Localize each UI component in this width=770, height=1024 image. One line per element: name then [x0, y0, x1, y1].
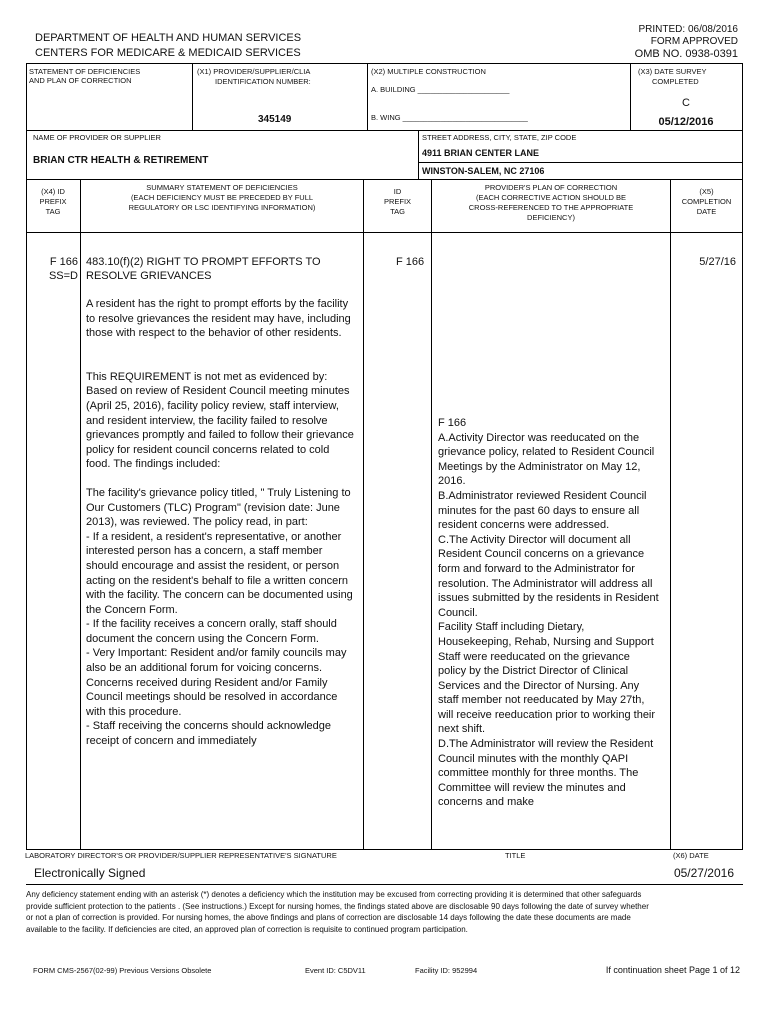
x1-label-2: IDENTIFICATION NUMBER:: [215, 77, 311, 86]
summary-paragraph: This REQUIREMENT is not met as evidenced by: Based on review of Resident Council meeting minutes (April 25, 2016), facility policy review, staff interview, and resident interview, the facility failed to resolve grievances promptly and failed to follow their grievance policy for resident council concerns related to cold food. The findings included:: [86, 370, 354, 471]
title-label: TITLE: [505, 851, 526, 860]
plan-id-tag: F 166: [396, 256, 425, 268]
event-id: Event ID: C5DV11: [305, 966, 366, 975]
summary-paragraph: The facility's grievance policy titled, " Truly Listening to Our Customers (TLC) Program" (revision date: June 2013), was reviewed. The policy read, in part: - If a resident, a resident's representative, or another interested person has a concern, a staff member should encourage and assist the resident, or person acting on the resident's behalf to file a written concern with the facility. The concern can be documented using the Concern Form. - If the facility receives a concern orally, staff should document the concern using the Concern Form. - Very Important: Resident and/or family councils may also be an additional forum for voicing concerns. Concerns received during Resident and/or Family Council meetings should be resolved in accordance with this procedure. - Staff receiving the concerns should acknowledge receipt of concern and immediately: [86, 486, 353, 748]
signature-label: LABORATORY DIRECTOR'S OR PROVIDER/SUPPLIER REPRESENTATIVE'S SIGNATURE: [25, 851, 337, 860]
signature-date-label: (X6) DATE: [673, 851, 709, 860]
signature-date: 05/27/2016: [673, 866, 734, 880]
column-header-divider: [26, 232, 743, 233]
form-number: FORM CMS-2567(02-99) Previous Versions Obsolete: [33, 966, 212, 975]
electronic-signature: Electronically Signed: [34, 866, 146, 880]
completion-date: 5/27/16: [699, 256, 736, 268]
summary-paragraph: A resident has the right to prompt efforts by the facility to resolve grievances the resident may have, including those with respect to the behavior of other residents.: [86, 298, 351, 340]
agency-name: CENTERS FOR MEDICARE & MEDICAID SERVICES: [35, 47, 301, 59]
plan-of-correction-text: F 166 A.Activity Director was reeducated on the grievance policy, related to Resident Council Meetings by the Administrator on May 12, 2016. B.Administrator reviewed Resident Council minutes for the past 60 days to ensure all resident concerns were addressed. C.The Activity Director will document all Resident Council concerns on a grievance form and forward to the Administrator for resolution. The Administrator will address all issues submitted by the residents in Resident Council. Facility Staff including Dietary, Housekeeping, Rehab, Nursing and Support Staff were reeducated on the grievance policy by the District Director of Clinical Services and the Director of Nursing. Any staff member not reeducated by May 27th, will receive reeducation prior to working their next shift. D.The Administrator will review the Resident Council minutes with the monthly QAPI committee monthly for three months. The Committee will review the minutes and concerns and make: [438, 417, 659, 809]
street-address: 4911 BRIAN CENTER LANE: [422, 148, 540, 158]
disclaimer-text: Any deficiency statement ending with an asterisk (*) denotes a deficiency which the institution may be excused from correcting providing it is determined that other safeguards provide sufficient protection to the patients . (See instructions.) Except for nursing homes, the findings stated above are disclosable 90 days following the date of survey whether or not a plan of correction is provided. For nursing homes, the above findings and plans of correction are disclosable 14 days following the date these documents are made available to the facility. If deficiencies are cited, an approved plan of correction is requisite to continued program participation.: [26, 890, 649, 934]
summary-statement: [86, 297, 354, 749]
row-divider-2: [26, 179, 743, 180]
id-prefix-header: ID PREFIX TAG: [383, 187, 412, 216]
x2-label: (X2) MULTIPLE CONSTRUCTION: [371, 67, 486, 76]
col-divider-plan: [670, 179, 671, 849]
plan-header: PROVIDER'S PLAN OF CORRECTION (EACH CORRECTIVE ACTION SHOULD BE CROSS-REFERENCED TO THE APPROPRIATE DEFICIENCY): [468, 183, 634, 222]
department-name: DEPARTMENT OF HEALTH AND HUMAN SERVICES: [35, 32, 302, 44]
x4-header: (X4) ID PREFIX TAG: [39, 187, 67, 216]
completion-date-header: (X5) COMPLETION DATE: [681, 187, 732, 216]
wing-field: B. WING ______________________________: [371, 113, 528, 122]
x1-label-1: (X1) PROVIDER/SUPPLIER/CLIA: [197, 67, 311, 76]
survey-completed-date: 05/12/2016: [658, 116, 714, 128]
form-approved: FORM APPROVED: [650, 36, 738, 47]
omb-number: OMB NO. 0938-0391: [634, 48, 738, 60]
signature-divider: [26, 884, 743, 885]
col-divider-x4: [80, 179, 81, 849]
statement-label-1: STATEMENT OF DEFICIENCIES: [29, 67, 141, 76]
survey-code: C: [682, 97, 690, 109]
box-top-border: [26, 63, 743, 64]
left-border: [26, 63, 27, 849]
col-divider-summary: [363, 179, 364, 849]
statement-label-2: AND PLAN OF CORRECTION: [29, 76, 132, 85]
summary-header: SUMMARY STATEMENT OF DEFICIENCIES (EACH DEFICIENCY MUST BE PRECEDED BY FULL REGULATORY OR LSC IDENTIFYING INFORMATION): [128, 183, 316, 212]
x3-label-2: COMPLETED: [652, 77, 699, 86]
provider-name-label: NAME OF PROVIDER OR SUPPLIER: [33, 133, 161, 142]
regulation-title-line-1: 483.10(f)(2) RIGHT TO PROMPT EFFORTS TO: [86, 256, 321, 268]
address-divider: [418, 162, 743, 163]
right-border: [742, 63, 743, 849]
printed-date: PRINTED: 06/08/2016: [638, 24, 738, 35]
x3-label-1: (X3) DATE SURVEY: [638, 67, 707, 76]
city-state-zip: WINSTON-SALEM, NC 27106: [422, 166, 545, 176]
facility-id: Facility ID: 952994: [415, 966, 478, 975]
row-divider-1: [26, 130, 743, 131]
x2-divider: [367, 63, 368, 130]
address-left-divider: [418, 130, 419, 179]
building-field: A. BUILDING ______________________: [371, 85, 510, 94]
col-divider-id: [431, 179, 432, 849]
page-indicator: If continuation sheet Page 1 of 12: [605, 965, 740, 975]
x1-divider: [192, 63, 193, 130]
regulation-title-line-2: RESOLVE GRIEVANCES: [86, 270, 212, 282]
provider-id-number: 345149: [258, 114, 292, 125]
provider-name: BRIAN CTR HEALTH & RETIREMENT: [33, 155, 209, 166]
table-bottom-border: [26, 849, 743, 850]
deficiency-tag: F 166: [49, 256, 78, 268]
severity-code: SS=D: [48, 270, 78, 282]
address-label: STREET ADDRESS, CITY, STATE, ZIP CODE: [422, 133, 577, 142]
